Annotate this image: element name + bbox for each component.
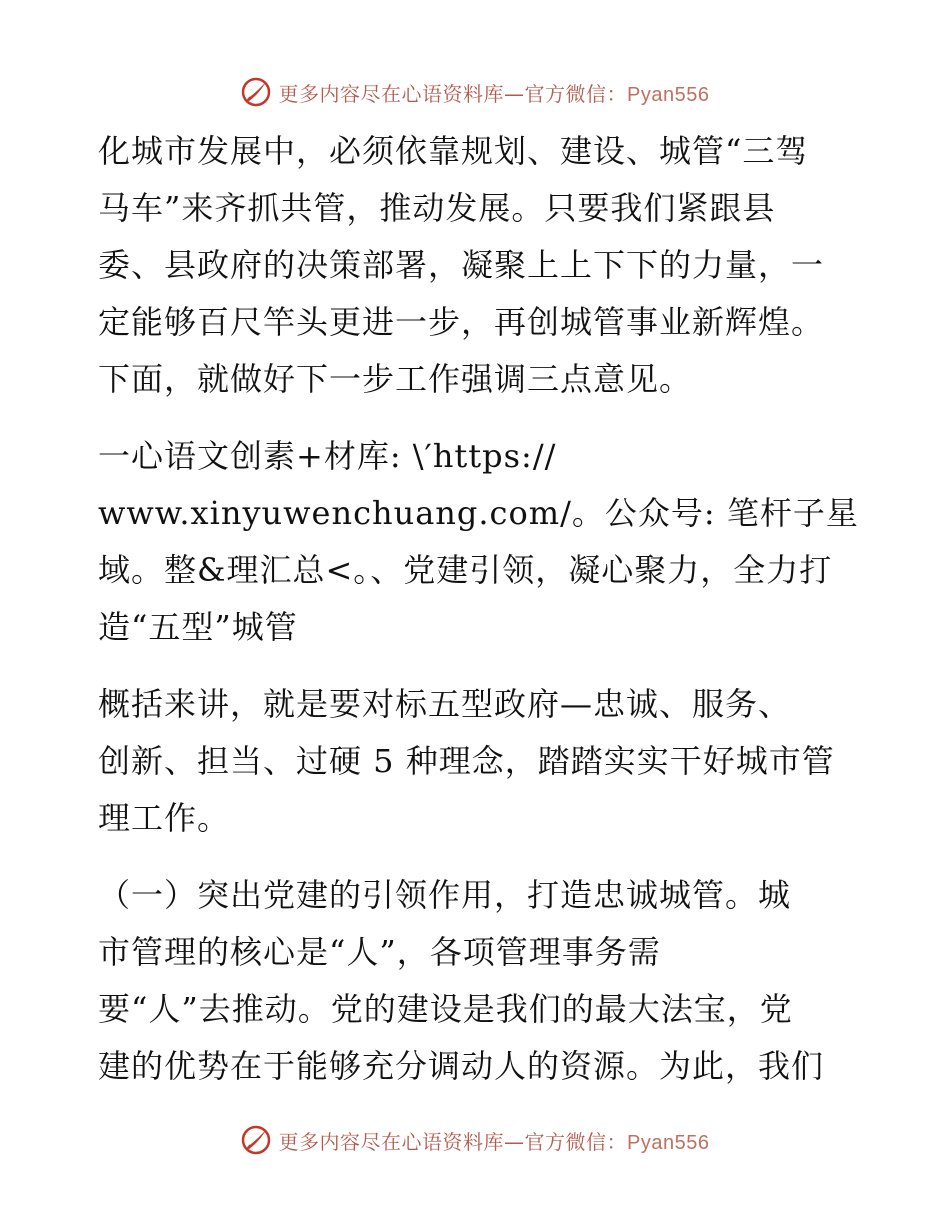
quill-logo-icon	[241, 1125, 271, 1155]
paragraph-3	[98, 676, 858, 847]
text-line: 造“五型”城管	[98, 608, 298, 646]
text-line: 定能够百尺竿头更进一步，再创城管事业新辉煌。	[98, 303, 825, 341]
text-line: 下面，就做好下一步工作强调三点意见。	[98, 360, 693, 398]
document-body	[98, 123, 858, 1095]
footer-wechat-id: Pyan556	[627, 1131, 710, 1154]
text-line: 市管理的核心是“人”，各项管理事务需	[98, 933, 661, 971]
text-line: 要“人”去推动。党的建设是我们的最大法宝，党	[98, 990, 793, 1028]
text-line: 概括来讲，就是要对标五型政府—忠诚、服务、	[98, 685, 792, 723]
footer-brand-text: 更多内容尽在心语资料库—官方微信：Pyan556	[278, 1129, 710, 1154]
paragraph-2	[98, 428, 858, 656]
paragraph-4	[98, 867, 858, 1095]
text-line: （一）突出党建的引领作用，打造忠诚城管。城	[98, 876, 792, 914]
text-line: 理工作。	[98, 799, 231, 837]
header-brand-text: 更多内容尽在心语资料库—官方微信：Pyan556	[278, 81, 710, 106]
text-line: 委、县政府的决策部署，凝聚上上下下的力量，一	[98, 246, 825, 284]
header-watermark	[0, 72, 950, 112]
quill-logo-icon	[241, 77, 271, 107]
text-line: 创新、担当、过硬 5 种理念，踏踏实实干好城市管	[98, 742, 835, 780]
text-line: www.xinyuwenchuang.com/。公众号: 笔杆子星	[98, 494, 859, 532]
text-line: 域。整&理汇总<。、党建引领，凝心聚力，全力打	[98, 551, 833, 589]
header-wechat-id: Pyan556	[627, 83, 710, 106]
paragraph-1	[98, 123, 858, 408]
text-line: 建的优势在于能够充分调动人的资源。为此，我们	[98, 1047, 825, 1085]
text-line: 化城市发展中，必须依靠规划、建设、城管“三驾	[98, 132, 809, 170]
footer-watermark	[0, 1120, 950, 1160]
text-line: 马车”来齐抓共管，推动发展。只要我们紧跟县	[98, 189, 776, 227]
text-line: 一心语文创素+材库: \′https://	[98, 437, 557, 475]
